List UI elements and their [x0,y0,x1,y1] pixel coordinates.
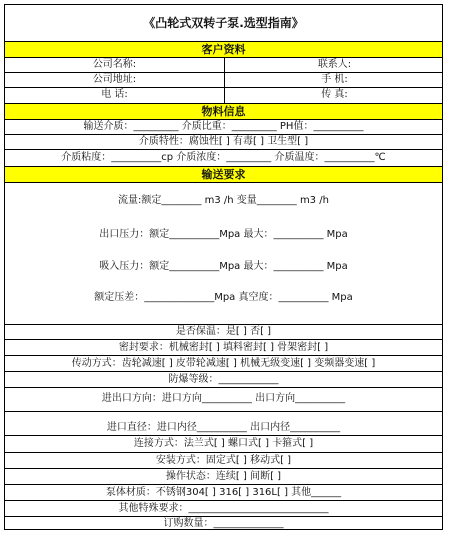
section-customer: 客户资料 [5,42,442,58]
operation-line: 操作状态：连续[ ] 间断[ ] [5,469,442,485]
selection-form [4,4,443,530]
install-line: 安装方式：固定式[ ] 移动式[ ] [5,453,442,469]
conveying-block [5,183,442,325]
contact-label: 联系人: [317,59,352,70]
pump-material-line: 泵体材质：不锈钢304[ ] 316[ ] 316L[ ] 其他______ [5,485,442,501]
insulation-line: 是否保温：是[ ] 否[ ] [5,325,442,340]
explosion-line: 防爆等级：____________ [5,372,442,388]
section-material: 物料信息 [5,104,442,120]
phone-label: 电 话: [101,89,128,100]
company-address-label: 公司地址: [92,74,137,85]
material-line-1: 输送介质：_________ 介质比重：_________ PH值：__________ [5,120,442,135]
form-title: 《凸轮式双转子泵.选型指南》 [5,5,442,42]
port-diameter-line: 进口直径：进口内径__________ 出口内径__________ [5,412,442,436]
special-line: 其他特殊要求：____________________________ [5,501,442,517]
customer-row-2 [5,73,442,88]
flow-line: 流量:额定________ m3 /h 变量________ m3 /h [118,195,329,206]
customer-row-3 [5,88,442,104]
rated-pressure-line: 额定压差：______________Mpa 真空度：__________ Mpa [94,292,353,303]
company-name-label: 公司名称: [92,59,137,70]
port-direction-line: 进出口方向：进口方向__________ 出口方向__________ [5,388,442,412]
mobile-label: 手 机: [321,74,348,85]
connection-line: 连接方式：法兰式[ ] 螺口式[ ] 卡箍式[ ] [5,436,442,453]
suction-pressure-line: 吸入压力：额定__________Mpa 最大：__________ Mpa [99,261,348,272]
material-line-2: 介质特性：腐蚀性[ ] 有毒[ ] 卫生型[ ] [5,135,442,150]
drive-line: 传动方式：齿轮减速[ ] 皮带轮减速[ ] 机械无级变速[ ] 变频器变速[ ] [5,356,442,372]
outlet-pressure-line: 出口压力：额定__________Mpa 最大：__________ Mpa [99,229,348,240]
quantity-line: 订购数量：______________ [163,518,284,529]
fax-label: 传 真: [321,89,348,100]
customer-row-1 [5,58,442,73]
seal-line: 密封要求：机械密封[ ] 填料密封[ ] 骨架密封[ ] [5,340,442,356]
section-conveying: 输送要求 [5,167,442,183]
material-line-3: 介质粘度：__________cp 介质浓度：_________ 介质温度：__________℃ [5,150,442,167]
